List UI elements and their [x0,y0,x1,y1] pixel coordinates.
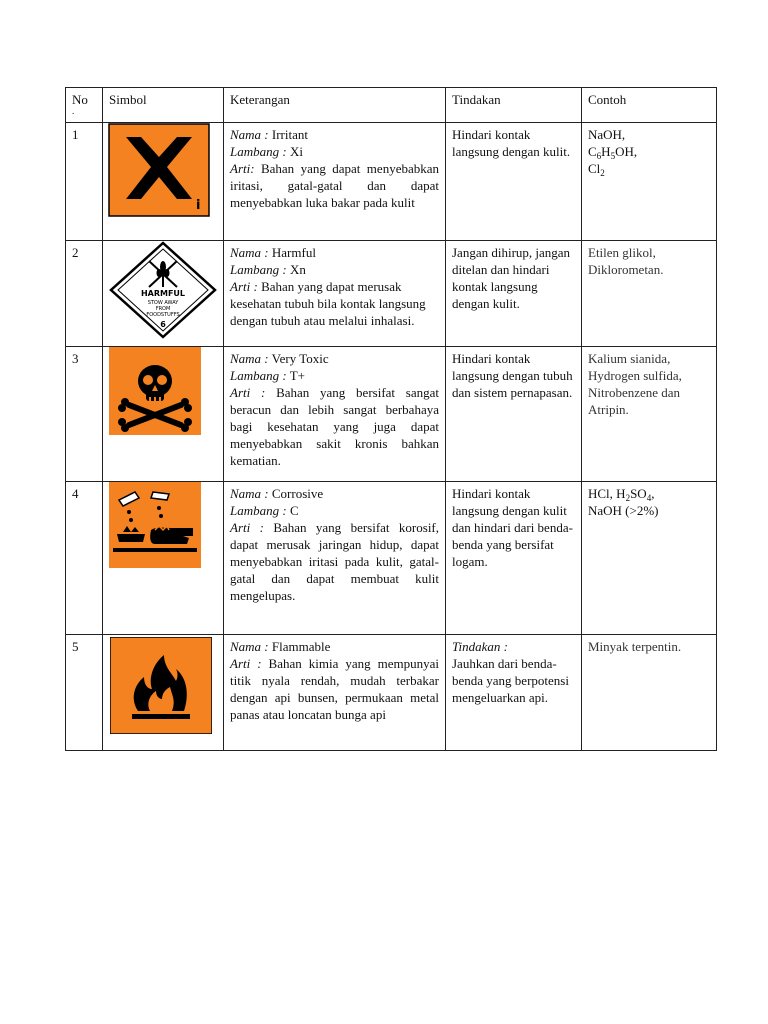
keterangan-cell: Nama : Irritant Lambang : Xi Arti: Bahan yang dapat menyebabkan iritasi, gatal-gatal dan dapat menyebabkan luka bakar pada kulit [224,123,446,241]
row-number: 3 [66,347,103,482]
svg-text:FROM: FROM [155,306,171,312]
table-row [66,241,717,347]
tindakan-cell: Hindari kontak langsung dengan kulit dan hindari dari benda-benda yang bersifat logam. [446,482,582,635]
hazard-symbols-table [65,87,717,751]
flame-icon [110,637,212,734]
svg-text:i: i [196,198,201,213]
contoh-cell: NaOH, $C_6H_5OH$, $Cl_2$ [582,123,717,241]
contoh-cell: Minyak terpentin. [582,635,717,751]
contoh-cell: Kalium sianida, Hydrogen sulfida, Nitrobenzene dan Atripin. [582,347,717,482]
table-row [66,635,717,751]
irritant-x-icon [108,123,210,217]
keterangan-cell: Nama : Flammable Arti : Bahan kimia yang mempunyai titik nyala rendah, mudah terbakar dengan api bunsen, permukaan metal panas atau loncatan bunga api [224,635,446,751]
tindakan-cell: Jangan dihirup, jangan ditelan dan hindari kontak langsung dengan kulit. [446,241,582,347]
contoh-cell: HCl, $H_2SO_4$, NaOH (>2%) [582,482,717,635]
symbol-cell [103,635,224,751]
harmful-diamond-icon [107,241,219,339]
table-row [66,123,717,241]
svg-text:6: 6 [160,320,166,329]
svg-text:STOW AWAY: STOW AWAY [147,300,179,306]
symbol-cell [103,241,224,347]
header-keterangan: Keterangan [224,88,446,123]
table-row [66,347,717,482]
contoh-cell: Etilen glikol, Diklorometan. [582,241,717,347]
row-number: 2 [66,241,103,347]
keterangan-cell: Nama : Harmful Lambang : Xn Arti : Bahan yang dapat merusak kesehatan tubuh bila kontak langsung dengan tubuh atau melalui inhalasi. [224,241,446,347]
tindakan-cell: Tindakan : Jauhkan dari benda-benda yang berpotensi mengeluarkan api. [446,635,582,751]
table-header-row [66,88,717,123]
row-number: 4 [66,482,103,635]
tindakan-cell: Hindari kontak langsung dengan kulit. [446,123,582,241]
header-tindakan: Tindakan [446,88,582,123]
skull-crossbones-icon [109,347,201,435]
symbol-cell [103,347,224,482]
header-contoh: Contoh [582,88,717,123]
keterangan-cell: Nama : Corrosive Lambang : C Arti : Bahan yang bersifat korosif, dapat merusak jaringan hidup, dapat menyebabkan iritasi pada kulit, gatal-gatal dan dapat membuat kulit mengelupas. [224,482,446,635]
symbol-cell [103,482,224,635]
symbol-cell [103,123,224,241]
keterangan-cell: Nama : Very Toxic Lambang : T+ Arti : Bahan yang bersifat sangat beracun dan lebih sangat berbahaya bagi kesehatan yang juga dapat menyebabkan sakit kronis bahkan kematian. [224,347,446,482]
svg-text:HARMFUL: HARMFUL [140,289,186,298]
header-simbol: Simbol [103,88,224,123]
corrosive-icon [109,482,201,568]
tindakan-cell: Hindari kontak langsung dengan tubuh dan sistem pernapasan. [446,347,582,482]
row-number: 5 [66,635,103,751]
svg-text:FOODSTUFFS: FOODSTUFFS [146,312,180,318]
header-no: No . [66,88,103,123]
row-number: 1 [66,123,103,241]
table-row [66,482,717,635]
